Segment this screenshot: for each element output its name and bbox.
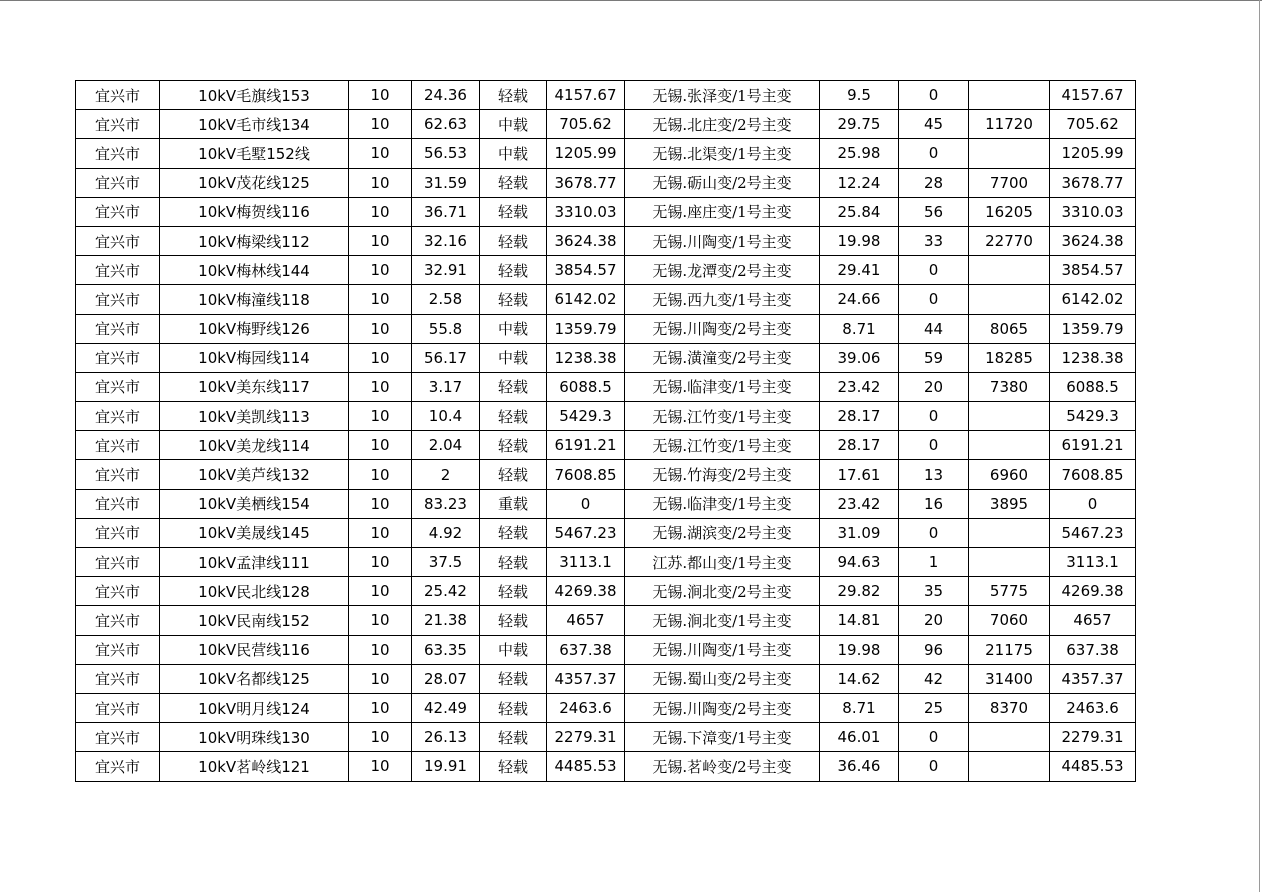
user-capacity-cell [969,518,1050,547]
voltage-cell: 10 [349,110,412,139]
user-capacity-cell: 7380 [969,372,1050,401]
transformer-load-rate-cell: 17.61 [820,460,899,489]
transformer-load-rate-cell: 36.46 [820,752,899,781]
load-status-cell: 轻载 [480,518,547,547]
city-cell: 宜兴市 [76,518,160,547]
table-row [76,548,1136,577]
available-capacity-cell: 2463.6 [547,693,625,722]
table-row [76,577,1136,606]
city-cell: 宜兴市 [76,372,160,401]
table-row [76,693,1136,722]
load-status-cell: 轻载 [480,285,547,314]
available-capacity-cell: 6088.5 [547,372,625,401]
table-row [76,431,1136,460]
line-name-cell: 10kV梅潼线118 [160,285,349,314]
transformer-load-rate-cell: 14.81 [820,606,899,635]
line-name-cell: 10kV美凯线113 [160,402,349,431]
line-name-cell: 10kV民南线152 [160,606,349,635]
transformer-load-rate-cell: 46.01 [820,723,899,752]
remaining-capacity-cell: 6088.5 [1050,372,1136,401]
load-status-cell: 轻载 [480,693,547,722]
line-name-cell: 10kV梅林线144 [160,256,349,285]
city-cell: 宜兴市 [76,256,160,285]
city-cell: 宜兴市 [76,723,160,752]
load-status-cell: 中载 [480,635,547,664]
voltage-cell: 10 [349,723,412,752]
user-count-cell: 45 [899,110,969,139]
load-rate-cell: 2.04 [412,431,480,460]
remaining-capacity-cell: 6142.02 [1050,285,1136,314]
table-row [76,168,1136,197]
page-top-border [0,0,1262,1]
load-status-cell: 轻载 [480,372,547,401]
remaining-capacity-cell: 4357.37 [1050,664,1136,693]
voltage-cell: 10 [349,577,412,606]
load-rate-cell: 42.49 [412,693,480,722]
user-count-cell: 56 [899,197,969,226]
remaining-capacity-cell: 3310.03 [1050,197,1136,226]
available-capacity-cell: 3310.03 [547,197,625,226]
line-name-cell: 10kV美晟线145 [160,518,349,547]
table-row [76,139,1136,168]
available-capacity-cell: 5429.3 [547,402,625,431]
available-capacity-cell: 1359.79 [547,314,625,343]
load-status-cell: 重载 [480,489,547,518]
load-rate-cell: 26.13 [412,723,480,752]
transformer-cell: 无锡.江竹变/1号主变 [625,431,820,460]
line-name-cell: 10kV梅野线126 [160,314,349,343]
available-capacity-cell: 6142.02 [547,285,625,314]
transformer-cell: 无锡.涧北变/1号主变 [625,606,820,635]
table-row [76,197,1136,226]
city-cell: 宜兴市 [76,752,160,781]
user-count-cell: 0 [899,139,969,168]
line-name-cell: 10kV毛旗线153 [160,81,349,110]
transformer-load-rate-cell: 14.62 [820,664,899,693]
user-capacity-cell: 16205 [969,197,1050,226]
available-capacity-cell: 4657 [547,606,625,635]
remaining-capacity-cell: 4157.67 [1050,81,1136,110]
load-status-cell: 轻载 [480,460,547,489]
load-status-cell: 中载 [480,110,547,139]
line-name-cell: 10kV民营线116 [160,635,349,664]
table-row [76,606,1136,635]
transformer-load-rate-cell: 28.17 [820,431,899,460]
voltage-cell: 10 [349,460,412,489]
transformer-cell: 无锡.江竹变/1号主变 [625,402,820,431]
city-cell: 宜兴市 [76,606,160,635]
transformer-cell: 无锡.西九变/1号主变 [625,285,820,314]
load-rate-cell: 2 [412,460,480,489]
table-row [76,460,1136,489]
available-capacity-cell: 3678.77 [547,168,625,197]
table-row [76,226,1136,255]
load-rate-cell: 10.4 [412,402,480,431]
city-cell: 宜兴市 [76,402,160,431]
table-row [76,664,1136,693]
voltage-cell: 10 [349,402,412,431]
transformer-cell: 无锡.涧北变/2号主变 [625,577,820,606]
transformer-cell: 无锡.川陶变/2号主变 [625,693,820,722]
city-cell: 宜兴市 [76,693,160,722]
transformer-load-rate-cell: 8.71 [820,314,899,343]
user-count-cell: 44 [899,314,969,343]
user-count-cell: 35 [899,577,969,606]
city-cell: 宜兴市 [76,285,160,314]
voltage-cell: 10 [349,431,412,460]
load-rate-cell: 36.71 [412,197,480,226]
load-rate-cell: 24.36 [412,81,480,110]
available-capacity-cell: 3113.1 [547,548,625,577]
available-capacity-cell: 5467.23 [547,518,625,547]
transformer-cell: 无锡.川陶变/1号主变 [625,226,820,255]
voltage-cell: 10 [349,664,412,693]
transformer-cell: 无锡.北庄变/2号主变 [625,110,820,139]
transformer-load-rate-cell: 19.98 [820,226,899,255]
user-capacity-cell: 5775 [969,577,1050,606]
table-row [76,285,1136,314]
voltage-cell: 10 [349,548,412,577]
load-status-cell: 轻载 [480,577,547,606]
voltage-cell: 10 [349,752,412,781]
load-status-cell: 轻载 [480,606,547,635]
table-row [76,110,1136,139]
voltage-cell: 10 [349,256,412,285]
transformer-cell: 无锡.下漳变/1号主变 [625,723,820,752]
voltage-cell: 10 [349,197,412,226]
transformer-cell: 无锡.临津变/1号主变 [625,372,820,401]
remaining-capacity-cell: 0 [1050,489,1136,518]
line-name-cell: 10kV梅园线114 [160,343,349,372]
transformer-cell: 江苏.都山变/1号主变 [625,548,820,577]
remaining-capacity-cell: 3624.38 [1050,226,1136,255]
load-rate-cell: 62.63 [412,110,480,139]
user-count-cell: 0 [899,752,969,781]
transformer-cell: 无锡.蜀山变/2号主变 [625,664,820,693]
available-capacity-cell: 1205.99 [547,139,625,168]
remaining-capacity-cell: 705.62 [1050,110,1136,139]
load-rate-cell: 25.42 [412,577,480,606]
load-rate-cell: 3.17 [412,372,480,401]
remaining-capacity-cell: 2463.6 [1050,693,1136,722]
line-name-cell: 10kV明月线124 [160,693,349,722]
voltage-cell: 10 [349,285,412,314]
transformer-load-rate-cell: 29.75 [820,110,899,139]
remaining-capacity-cell: 7608.85 [1050,460,1136,489]
load-rate-cell: 37.5 [412,548,480,577]
city-cell: 宜兴市 [76,81,160,110]
user-count-cell: 0 [899,81,969,110]
line-name-cell: 10kV美栖线154 [160,489,349,518]
voltage-cell: 10 [349,372,412,401]
user-count-cell: 1 [899,548,969,577]
transformer-cell: 无锡.竹海变/2号主变 [625,460,820,489]
voltage-cell: 10 [349,139,412,168]
voltage-cell: 10 [349,314,412,343]
available-capacity-cell: 3854.57 [547,256,625,285]
load-status-cell: 轻载 [480,752,547,781]
table-row [76,723,1136,752]
transformer-load-rate-cell: 31.09 [820,518,899,547]
table-row [76,635,1136,664]
transformer-cell: 无锡.茗岭变/2号主变 [625,752,820,781]
voltage-cell: 10 [349,343,412,372]
remaining-capacity-cell: 3678.77 [1050,168,1136,197]
line-name-cell: 10kV梅梁线112 [160,226,349,255]
line-name-cell: 10kV孟津线111 [160,548,349,577]
table-row [76,343,1136,372]
remaining-capacity-cell: 4485.53 [1050,752,1136,781]
user-capacity-cell [969,431,1050,460]
transformer-cell: 无锡.座庄变/1号主变 [625,197,820,226]
line-name-cell: 10kV茗岭线121 [160,752,349,781]
user-count-cell: 0 [899,402,969,431]
load-status-cell: 轻载 [480,168,547,197]
remaining-capacity-cell: 2279.31 [1050,723,1136,752]
user-count-cell: 0 [899,518,969,547]
table-row [76,402,1136,431]
transformer-load-rate-cell: 19.98 [820,635,899,664]
user-count-cell: 0 [899,285,969,314]
line-name-cell: 10kV毛市线134 [160,110,349,139]
load-status-cell: 轻载 [480,197,547,226]
available-capacity-cell: 4485.53 [547,752,625,781]
city-cell: 宜兴市 [76,110,160,139]
load-rate-cell: 4.92 [412,518,480,547]
transformer-cell: 无锡.龙潭变/2号主变 [625,256,820,285]
table-row [76,489,1136,518]
voltage-cell: 10 [349,693,412,722]
user-capacity-cell [969,139,1050,168]
load-status-cell: 轻载 [480,402,547,431]
user-capacity-cell [969,402,1050,431]
user-capacity-cell [969,81,1050,110]
available-capacity-cell: 7608.85 [547,460,625,489]
load-rate-cell: 56.53 [412,139,480,168]
user-count-cell: 42 [899,664,969,693]
remaining-capacity-cell: 3854.57 [1050,256,1136,285]
user-capacity-cell: 18285 [969,343,1050,372]
transformer-load-rate-cell: 29.82 [820,577,899,606]
load-rate-cell: 32.91 [412,256,480,285]
user-capacity-cell: 21175 [969,635,1050,664]
user-count-cell: 0 [899,256,969,285]
user-capacity-cell: 31400 [969,664,1050,693]
transformer-cell: 无锡.北渠变/1号主变 [625,139,820,168]
table-row [76,314,1136,343]
load-status-cell: 轻载 [480,431,547,460]
voltage-cell: 10 [349,226,412,255]
load-status-cell: 轻载 [480,81,547,110]
available-capacity-cell: 637.38 [547,635,625,664]
load-status-cell: 轻载 [480,723,547,752]
available-capacity-cell: 1238.38 [547,343,625,372]
table-row [76,518,1136,547]
voltage-cell: 10 [349,518,412,547]
city-cell: 宜兴市 [76,197,160,226]
user-capacity-cell [969,752,1050,781]
remaining-capacity-cell: 637.38 [1050,635,1136,664]
voltage-cell: 10 [349,168,412,197]
city-cell: 宜兴市 [76,577,160,606]
load-rate-cell: 83.23 [412,489,480,518]
table-row [76,81,1136,110]
load-status-cell: 轻载 [480,226,547,255]
line-name-cell: 10kV茂花线125 [160,168,349,197]
line-name-cell: 10kV民北线128 [160,577,349,606]
load-rate-cell: 56.17 [412,343,480,372]
remaining-capacity-cell: 3113.1 [1050,548,1136,577]
transformer-cell: 无锡.张泽变/1号主变 [625,81,820,110]
transformer-load-rate-cell: 8.71 [820,693,899,722]
user-count-cell: 13 [899,460,969,489]
transformer-cell: 无锡.川陶变/1号主变 [625,635,820,664]
city-cell: 宜兴市 [76,343,160,372]
available-capacity-cell: 4269.38 [547,577,625,606]
user-capacity-cell: 7060 [969,606,1050,635]
transformer-load-rate-cell: 23.42 [820,372,899,401]
user-capacity-cell: 6960 [969,460,1050,489]
transformer-load-rate-cell: 25.84 [820,197,899,226]
load-status-cell: 中载 [480,343,547,372]
remaining-capacity-cell: 1205.99 [1050,139,1136,168]
transformer-load-rate-cell: 94.63 [820,548,899,577]
user-capacity-cell: 3895 [969,489,1050,518]
city-cell: 宜兴市 [76,635,160,664]
city-cell: 宜兴市 [76,314,160,343]
load-status-cell: 轻载 [480,548,547,577]
remaining-capacity-cell: 6191.21 [1050,431,1136,460]
available-capacity-cell: 3624.38 [547,226,625,255]
line-name-cell: 10kV美芦线132 [160,460,349,489]
user-count-cell: 0 [899,431,969,460]
user-count-cell: 0 [899,723,969,752]
page-right-border [1259,0,1260,892]
line-name-cell: 10kV名都线125 [160,664,349,693]
user-count-cell: 96 [899,635,969,664]
transformer-load-rate-cell: 28.17 [820,402,899,431]
load-rate-cell: 63.35 [412,635,480,664]
remaining-capacity-cell: 5467.23 [1050,518,1136,547]
feeder-load-table [75,80,1136,782]
load-rate-cell: 28.07 [412,664,480,693]
voltage-cell: 10 [349,489,412,518]
transformer-load-rate-cell: 39.06 [820,343,899,372]
city-cell: 宜兴市 [76,168,160,197]
user-capacity-cell [969,256,1050,285]
voltage-cell: 10 [349,606,412,635]
voltage-cell: 10 [349,635,412,664]
table-row [76,372,1136,401]
load-status-cell: 中载 [480,314,547,343]
remaining-capacity-cell: 5429.3 [1050,402,1136,431]
table-row [76,752,1136,781]
load-rate-cell: 19.91 [412,752,480,781]
line-name-cell: 10kV明珠线130 [160,723,349,752]
remaining-capacity-cell: 1238.38 [1050,343,1136,372]
load-rate-cell: 21.38 [412,606,480,635]
city-cell: 宜兴市 [76,431,160,460]
user-capacity-cell [969,548,1050,577]
user-count-cell: 28 [899,168,969,197]
transformer-load-rate-cell: 29.41 [820,256,899,285]
user-count-cell: 33 [899,226,969,255]
available-capacity-cell: 2279.31 [547,723,625,752]
user-capacity-cell: 7700 [969,168,1050,197]
city-cell: 宜兴市 [76,139,160,168]
user-capacity-cell: 22770 [969,226,1050,255]
line-name-cell: 10kV毛墅152线 [160,139,349,168]
available-capacity-cell: 705.62 [547,110,625,139]
city-cell: 宜兴市 [76,460,160,489]
transformer-load-rate-cell: 25.98 [820,139,899,168]
transformer-load-rate-cell: 24.66 [820,285,899,314]
load-rate-cell: 2.58 [412,285,480,314]
transformer-load-rate-cell: 12.24 [820,168,899,197]
load-status-cell: 轻载 [480,664,547,693]
table-body [76,81,1136,782]
available-capacity-cell: 6191.21 [547,431,625,460]
remaining-capacity-cell: 4657 [1050,606,1136,635]
user-count-cell: 20 [899,372,969,401]
voltage-cell: 10 [349,81,412,110]
transformer-load-rate-cell: 23.42 [820,489,899,518]
user-capacity-cell: 8370 [969,693,1050,722]
transformer-cell: 无锡.砺山变/2号主变 [625,168,820,197]
remaining-capacity-cell: 4269.38 [1050,577,1136,606]
transformer-cell: 无锡.川陶变/2号主变 [625,314,820,343]
user-capacity-cell: 8065 [969,314,1050,343]
available-capacity-cell: 0 [547,489,625,518]
user-count-cell: 16 [899,489,969,518]
user-count-cell: 20 [899,606,969,635]
city-cell: 宜兴市 [76,664,160,693]
load-rate-cell: 32.16 [412,226,480,255]
city-cell: 宜兴市 [76,226,160,255]
line-name-cell: 10kV美龙线114 [160,431,349,460]
user-capacity-cell [969,285,1050,314]
transformer-cell: 无锡.湖滨变/2号主变 [625,518,820,547]
remaining-capacity-cell: 1359.79 [1050,314,1136,343]
load-rate-cell: 55.8 [412,314,480,343]
transformer-cell: 无锡.潢潼变/2号主变 [625,343,820,372]
user-capacity-cell: 11720 [969,110,1050,139]
load-status-cell: 中载 [480,139,547,168]
available-capacity-cell: 4157.67 [547,81,625,110]
city-cell: 宜兴市 [76,489,160,518]
table-row [76,256,1136,285]
line-name-cell: 10kV梅贺线116 [160,197,349,226]
transformer-load-rate-cell: 9.5 [820,81,899,110]
available-capacity-cell: 4357.37 [547,664,625,693]
user-count-cell: 25 [899,693,969,722]
user-count-cell: 59 [899,343,969,372]
user-capacity-cell [969,723,1050,752]
transformer-cell: 无锡.临津变/1号主变 [625,489,820,518]
line-name-cell: 10kV美东线117 [160,372,349,401]
load-status-cell: 轻载 [480,256,547,285]
load-rate-cell: 31.59 [412,168,480,197]
city-cell: 宜兴市 [76,548,160,577]
